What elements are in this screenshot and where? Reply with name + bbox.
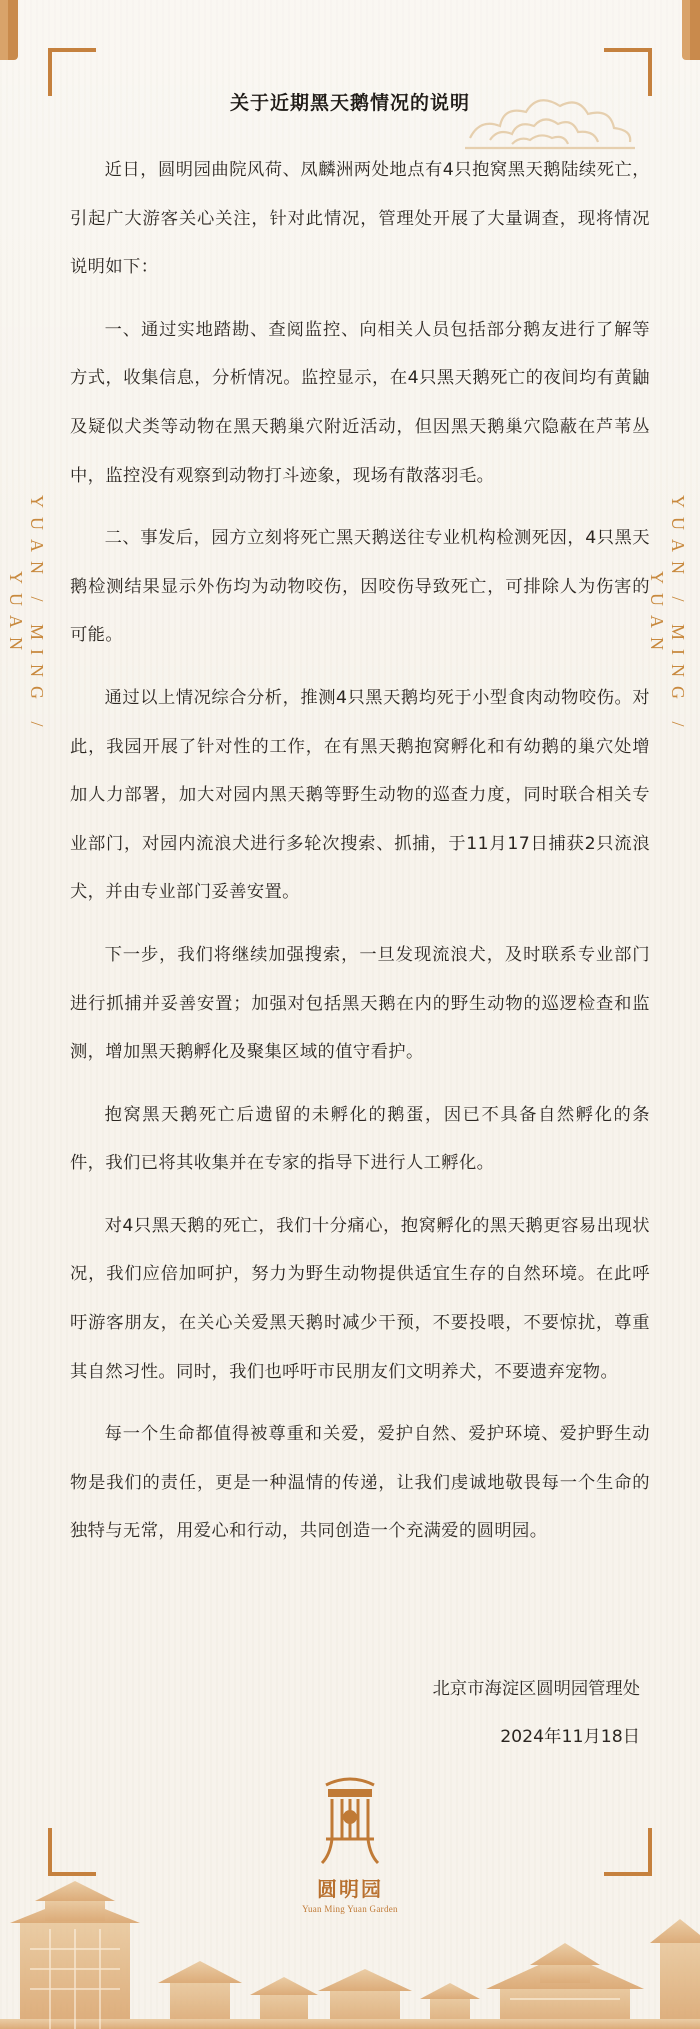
logo-text-en: Yuan Ming Yuan Garden (302, 1904, 398, 1914)
paragraph: 二、事发后，园方立刻将死亡黑天鹅送往专业机构检测死因，4只黑天鹅检测结果显示外伤均为动物咬伤，因咬伤导致死亡，可排除人为伤害的可能。 (70, 528, 650, 646)
signature-block (433, 1665, 640, 1761)
side-text-left: YUAN / MING / YUAN (6, 494, 47, 736)
paragraph: 近日，圆明园曲院风荷、凤麟洲两处地点有4只抱窝黑天鹅陆续死亡，引起广大游客关心关注，针对此情况，管理处开展了大量调查，现将情况说明如下： (70, 160, 650, 278)
signature-org: 北京市海淀区圆明园管理处 (432, 1679, 640, 1699)
signature-date: 2024年11月18日 (500, 1727, 640, 1747)
side-text-right: YUAN / MING / YUAN (647, 494, 688, 736)
paragraph: 对4只黑天鹅的死亡，我们十分痛心，抱窝孵化的黑天鹅更容易出现状况，我们应倍加呵护，努力为野生动物提供适宜生存的自然环境。在此呼吁游客朋友，在关心关爱黑天鹅时减少干预，不要投喂，不要惊扰，尊重其自然习性。同时，我们也呼吁市民朋友们文明养犬，不要遗弃宠物。 (70, 1215, 650, 1382)
document-title: 关于近期黑天鹅情况的说明 (229, 92, 470, 114)
paragraph: 下一步，我们将继续加强搜索，一旦发现流浪犬，及时联系专业部门进行抓捕并妥善安置；加强对包括黑天鹅在内的野生动物的巡逻检查和监测，增加黑天鹅孵化及聚集区域的值守看护。 (70, 944, 650, 1063)
paragraph: 一、通过实地踏勘、查阅监控、向相关人员包括部分鹅友进行了解等方式，收集信息，分析情况。监控显示，在4只黑天鹅死亡的夜间均有黄鼬及疑似犬类等动物在黑天鹅巢穴附近活动，但因黑天鹅巢穴隐蔽在芦苇丛中，监控没有观察到动物打斗迹象，现场有散落羽毛。 (70, 319, 650, 486)
corner-ornament-top-right (682, 0, 700, 60)
frame-bracket-bottom-right (604, 1828, 652, 1876)
paragraph: 抱窝黑天鹅死亡后遗留的未孵化的鹅蛋，因已不具备自然孵化的条件，我们已将其收集并在专家的指导下进行人工孵化。 (70, 1104, 650, 1174)
frame-bracket-bottom-left (48, 1828, 96, 1876)
document-body (70, 146, 650, 1570)
paragraph: 每一个生命都值得被尊重和关爱，爱护自然、爱护环境、爱护野生动物是我们的责任，更是一种温情的传递，让我们虔诚地敬畏每一个生命的独特与无常，用爱心和行动，共同创造一个充满爱的圆明园。 (70, 1424, 650, 1542)
logo-emblem-icon (318, 1775, 382, 1867)
logo-text-cn: 圆明园 (317, 1877, 383, 1901)
palace-skyline-illustration (0, 1879, 700, 2029)
corner-ornament-top-left (0, 0, 18, 60)
paragraph: 通过以上情况综合分析，推测4只黑天鹅均死于小型食肉动物咬伤。对此，我园开展了针对性的工作，在有黑天鹅抱窝孵化和有幼鹅的巢穴处增加人力部署，加大对园内黑天鹅等野生动物的巡查力度，同时联合相关专业部门，对园内流浪犬进行多轮次搜索、抓捕，于11月17日捕获2只流浪犬，并由专业部门妥善安置。 (70, 687, 650, 903)
